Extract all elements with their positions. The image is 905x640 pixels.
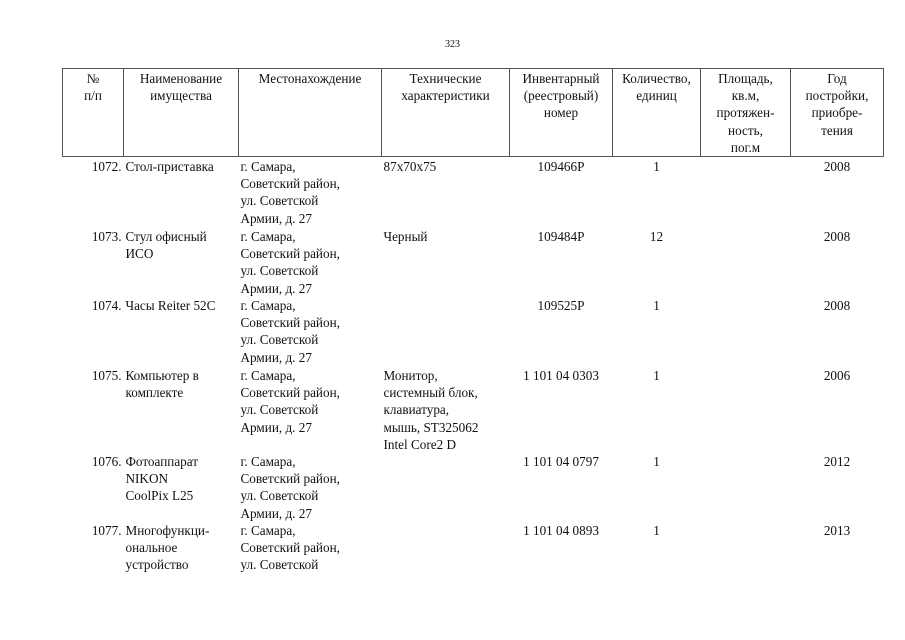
header-name-label: Наименование имущества: [139, 71, 223, 104]
item-specs: Черный: [383, 229, 428, 245]
header-location-label: Местонахождение: [258, 71, 362, 86]
item-quantity: 1: [653, 454, 660, 470]
table-row: [63, 228, 884, 297]
item-quantity: 1: [653, 523, 660, 539]
table-body: [63, 157, 884, 583]
item-year: 2006: [823, 368, 851, 384]
table-row: [63, 367, 884, 453]
item-area: [701, 453, 791, 522]
item-name: Стол-приставка: [125, 159, 214, 175]
header-location: [239, 69, 382, 157]
item-inventory-number: 109525Р: [537, 298, 585, 314]
item-location: г. Самара, Советский район, ул. Советской Армии, д. 27: [240, 159, 340, 226]
item-quantity: 1: [653, 159, 660, 175]
item-area: [701, 522, 791, 582]
item-inventory-number: 1 101 04 0303: [523, 368, 599, 384]
item-area: [701, 367, 791, 453]
row-number: 1076.: [91, 454, 122, 470]
row-number: 1073.: [91, 229, 122, 245]
table-row: [63, 522, 884, 582]
item-name: Компьютер в комплекте: [125, 368, 199, 401]
item-name: Фотоаппарат NIKON CoolPix L25: [125, 454, 199, 504]
header-year-label: Год постройки, приобре- тения: [805, 71, 869, 138]
item-year: 2012: [823, 454, 851, 470]
item-name: Стул офисный ИСО: [125, 229, 207, 262]
item-inventory-number: 1 101 04 0893: [523, 523, 599, 539]
item-inventory-number: 1 101 04 0797: [523, 454, 599, 470]
header-year: [791, 69, 884, 157]
header-inventory: [510, 69, 613, 157]
item-location: г. Самара, Советский район, ул. Советской Армии, д. 27: [240, 229, 340, 296]
item-year: 2008: [823, 298, 851, 314]
header-qty-label: Количество, единиц: [622, 71, 691, 104]
item-name: Часы Reiter 52С: [125, 298, 216, 314]
item-area: [701, 157, 791, 229]
item-inventory-number: 109484Р: [537, 229, 585, 245]
row-number: 1074.: [91, 298, 122, 314]
header-area: [701, 69, 791, 157]
table-row: [63, 453, 884, 522]
item-area: [701, 228, 791, 297]
row-number: 1077.: [91, 523, 122, 539]
header-specs: [382, 69, 510, 157]
item-quantity: 12: [649, 229, 664, 245]
item-specs: [382, 297, 510, 367]
item-quantity: 1: [653, 298, 660, 314]
item-area: [701, 297, 791, 367]
item-year: 2008: [823, 229, 851, 245]
header-num-label: № п/п: [84, 71, 102, 104]
table-row: [63, 157, 884, 229]
item-inventory-number: 109466Р: [537, 159, 585, 175]
row-number: 1075.: [91, 368, 122, 384]
header-specs-label: Технические характеристики: [401, 71, 490, 104]
header-num: [63, 69, 124, 157]
header-inventory-label: Инвентарный (реестровый) номер: [522, 71, 600, 121]
item-specs: Монитор, системный блок, клавиатура, мышь, ST325062 Intel Core2 D: [383, 368, 479, 452]
item-location: г. Самара, Советский район, ул. Советской Армии, д. 27: [240, 454, 340, 521]
row-number: 1072.: [91, 159, 122, 175]
item-year: 2008: [823, 159, 851, 175]
property-registry-table: [62, 68, 884, 582]
item-specs: [382, 453, 510, 522]
item-name: Многофункци- ональное устройство: [125, 523, 210, 573]
item-specs: [382, 522, 510, 582]
header-area-label: Площадь, кв.м, протяжен- ность, пог.м: [716, 71, 775, 155]
item-specs: 87х70х75: [383, 159, 437, 175]
header-qty: [613, 69, 701, 157]
table-row: [63, 297, 884, 367]
item-year: 2013: [823, 523, 851, 539]
item-location: г. Самара, Советский район, ул. Советской Армии, д. 27: [240, 298, 340, 365]
table-header: [63, 69, 884, 157]
item-location: г. Самара, Советский район, ул. Советской Армии, д. 27: [240, 368, 340, 435]
page-number: 323: [445, 39, 460, 50]
item-location: г. Самара, Советский район, ул. Советской: [240, 523, 340, 573]
header-name: [124, 69, 239, 157]
item-quantity: 1: [653, 368, 660, 384]
